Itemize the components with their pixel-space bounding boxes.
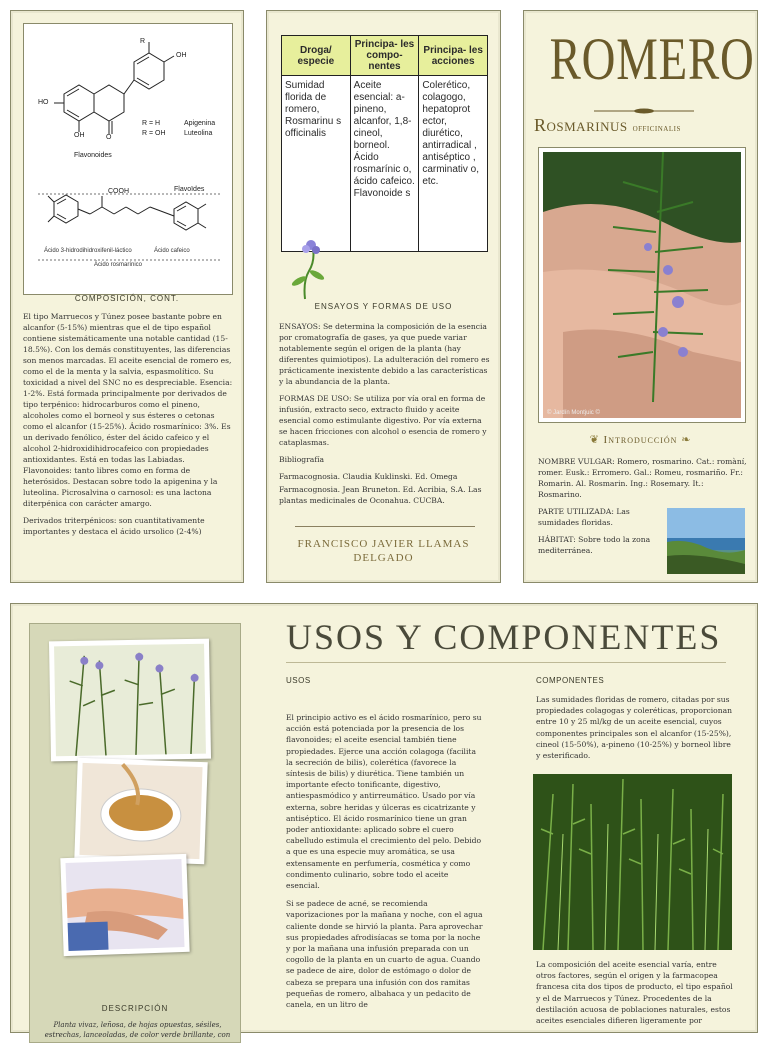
rosemary-flowers-illustration (54, 644, 206, 757)
label-r-oh: R = OH (142, 130, 166, 137)
label-flavonoides-2: Flavoïdes (174, 186, 205, 193)
label-r: R (140, 38, 146, 45)
panel-cover (523, 10, 758, 583)
label-cooh: COOH (108, 188, 129, 195)
bibliografia-entry-1: Farmacognosia. Claudia Kuklinski. Ed. Omega (279, 472, 458, 481)
componentes-paragraph-2: La composición del aceite esencial varía, entre otros factores, según el origen y la farmacopea francesa cita dos tipos de producto, el tipo español y el de Marruecos y Túnez. Procedentes de la destilación acuosa de poblaciones naturales, estos aceites esenciales difieren ligeramente por (536, 960, 733, 1026)
panel-table-ensayos (266, 10, 501, 583)
nombre-vulgar-paragraph: NOMBRE VULGAR: Romero, rosmarino. Cat.: romàní, romer. Eusk.: Erromero. Gal.: Romeu, rosmariño. Fr.: Romarin. Al. Rosmarin. Ing.: Rosemary. It.: Rosmarino. (538, 457, 747, 499)
divider (295, 526, 475, 527)
flower-decoration-icon (287, 231, 327, 301)
label-flavonoides: Flavonoides (74, 152, 112, 159)
composicion-paragraph-2: Derivados triterpénicos: son cuantitativamente importantes y destaca el ácido ursolico (2-4%) (23, 516, 205, 536)
ornament-left-icon: ❦ (589, 434, 600, 446)
cover-title: ROMERO (549, 26, 755, 92)
intro-title-text: Introducción (603, 434, 678, 446)
photo-hand-massage (60, 854, 189, 956)
table-cell-acciones: Colerético, colagogo, hepatoprot ector, diurético, antirradical , antiséptico , carminativ o, etc. (419, 76, 488, 252)
label-luteolina: Luteolina (184, 130, 213, 137)
rosemary-hand-illustration (543, 152, 741, 418)
ornament-divider-icon (594, 108, 694, 114)
section-title-introduccion (524, 433, 757, 446)
sidebar-photos (29, 623, 241, 1043)
hero-photo-frame (538, 147, 746, 423)
bibliografia-title: Bibliografía (279, 455, 325, 464)
rosemary-flowers-image (54, 644, 206, 757)
subtitle-species: officinalis (632, 123, 681, 134)
tea-cup-illustration (79, 763, 202, 859)
rosemary-bush-photo (533, 774, 732, 950)
section-title-descripcion: DESCRIPCIÓN (101, 1004, 169, 1013)
author-name (267, 537, 500, 565)
hand-massage-image (65, 859, 184, 951)
usos-paragraph-2: Si se padece de acné, se recomienda vaporizaciones por la mañana y noche, con el agua caliente donde se hirvió la planta. Para aprovechar sus propiedades afrodisíacas se toma por la noche y por la mañana una infusión preparada con un cogollo de la planta en un cuarto de agua. Cuando se padece de aire, dolor de estómago o dolor de cabeza se prepara una infusión con dos ramitas pequeñas de romero, albahaca y un pedacito de canela, en un litro de (286, 899, 483, 1010)
author-line-2: DELGADO (353, 552, 414, 564)
label-o-ring: O (106, 134, 112, 141)
photo-rosemary-flowers (49, 639, 211, 762)
ensayos-paragraph: ENSAYOS: Se determina la composición de la esencia por cromatografía de gases, ya que puede variar notablemente según el origen de la planta (hay diferentes quimiotipos). La adulteración del romero es prácticamente inexistente debido a las características y la abundancia de la planta. (279, 322, 490, 386)
cover-subtitle (534, 115, 681, 136)
subtitle-genus: Rosmarinus (534, 115, 628, 135)
panel-composition-cont (10, 10, 244, 583)
section-title-componentes: COMPONENTES (536, 676, 605, 685)
table-cell-componentes: Aceite esencial: a-pineno, alcanfor, 1,8-cineol, borneol. Ácido rosmarínic o, ácido cafeico. Flavonoide s (350, 76, 419, 252)
composicion-body (23, 311, 235, 543)
ensayos-body (279, 321, 491, 512)
composicion-paragraph-1: El tipo Marruecos y Túnez posee bastante pobre en alcanfor (5-15%) mientras que el de tipo español contiene sistemáticamente una notable cantidad (15-18.5%). Con los demás constituyentes, las diferencias son menos marcadas. El aceite esencial de romero es, como el de la menta y la salvia, espasmolítico. Su toxicidad a nivel del SNC no es despreciable. Esencia: 1-2%. Está formada principalmente por derivados de tipo terpénico: hidrocarburos como el pineno, alcoholes como el borneol y sus ésteres o cetonas como el alcanfor (15-25%). Ácido rosmarínico: 3%. Es un derivado fenólico, éster del ácido cafeico y el alcohol 2-hidroxidihidrocafeico con propiedades antioxidantes. Está en todas las Labiadas. Flavonoides: tanto libres como en forma de heterósidos. Destacan sobre todo la apigenina y la luteolina. Picrosalvina o carnosol: es una lactona diterpénica con carácter amargo. (23, 312, 233, 508)
drug-table (281, 35, 488, 252)
section-title-composicion: COMPOSICIÓN, CONT. (74, 294, 180, 303)
section-title-ensayos: ENSAYOS Y FORMAS DE USO (314, 302, 453, 311)
parte-utilizada-paragraph: PARTE UTILIZADA: Las sumidades floridas. (538, 507, 630, 527)
formas-paragraph: FORMAS DE USO: Se utiliza por vía oral en forma de infusión, extracto seco, extracto fluido y aceite esencial como estimulante digestivo. Por vía externa se hacen fricciones con alcohol o esencia de romero y cataplasmas. (279, 394, 487, 447)
hands-illustration (65, 859, 184, 951)
bibliografia-entry-2: Farmacognosia. Jean Bruneton. Ed. Acribia, S.A. Las plantas medicinales de Oconahua. CUCBA. (279, 485, 482, 505)
usos-componentes-title: USOS Y COMPONENTES (286, 617, 722, 657)
table-header-acciones: Principa- les acciones (419, 36, 488, 76)
descripcion-body: Planta vivaz, leñosa, de hojas opuestas, sésiles, estrechas, lanceoladas, de color verde brillante, con (44, 1021, 231, 1039)
table-header-droga: Droga/ especie (282, 36, 351, 76)
ornament-right-icon: ❧ (681, 434, 692, 446)
photo-herbal-tea (74, 758, 207, 864)
table-row (282, 76, 488, 252)
habitat-paragraph: HÁBITAT: Sobre todo la zona mediterránea. (538, 535, 651, 555)
table-cell-droga: Sumidad florida de romero, Rosmarinu s officinalis (282, 76, 351, 252)
label-apigenina: Apigenina (184, 120, 216, 127)
componentes-paragraph-1: Las sumidades floridas de romero, citadas por sus propiedades colagogas y coleréticas, proporcionan entre 10 y 25 ml/kg de un aceite esencial, cuyos componentes principales son el alcanfor (15-25%), cineol (15-50%), a-pineno (10-25%) y borneol libre y esterificado. (536, 695, 733, 761)
panel-usos-componentes (10, 603, 758, 1039)
rosemary-hand-photo (543, 152, 741, 418)
caption-acido-cafeico: Ácido cafeico (154, 248, 190, 254)
caption-acido-rosmarinico: Ácido rosmarínico (94, 262, 143, 268)
caption-acido-dihidroxifenil: Ácido 3-hidrodihidroxifenil-láctico (44, 248, 132, 254)
table-header-componentes: Principa- les compo- nentes (350, 36, 419, 76)
herbal-tea-image (79, 763, 202, 859)
usos-paragraph-1: El principio activo es el ácido rosmarínico, pero su acción está potenciada por la presencia de los flavonoides; el aceite esencial también tiene propiedades. Ejerce una acción colagoga (facilita la secreción de bilis), colerética (favorece la síntesis de bilis) y diurética. Tiene también un importante efecto tonificante, digestivo, antiespasmódico y antirreumático. Usado por vía externa, sobre heridas y úlceras es cicatrizante y antiséptico. El ácido rosmarínico tiene un gran poder antioxidante: aplicado sobre el cuero cabelludo estimula el crecimiento del pelo. Debido a que es una especie muy aromática, se usa extensamente en perfumería, cosmética y como condimento culinario, sobre todo el aceite esencial. (286, 713, 482, 891)
author-line-1: FRANCISCO JAVIER LLAMAS (297, 538, 470, 550)
mediterranean-coast-photo (667, 508, 745, 574)
label-ho-left: HO (38, 99, 49, 106)
coast-illustration (667, 508, 745, 574)
section-title-usos: USOS (286, 676, 311, 685)
usos-body (286, 712, 484, 1017)
title-divider (286, 662, 726, 663)
photo-credit: © Jardín Montjuic © (547, 410, 600, 416)
label-oh-bottom: OH (74, 132, 85, 139)
label-r-h: R = H (142, 120, 161, 127)
chemical-structures-figure (23, 23, 233, 295)
label-oh-top: OH (176, 52, 187, 59)
rosemary-bush-illustration (533, 774, 732, 950)
structure-diagram (24, 24, 234, 296)
